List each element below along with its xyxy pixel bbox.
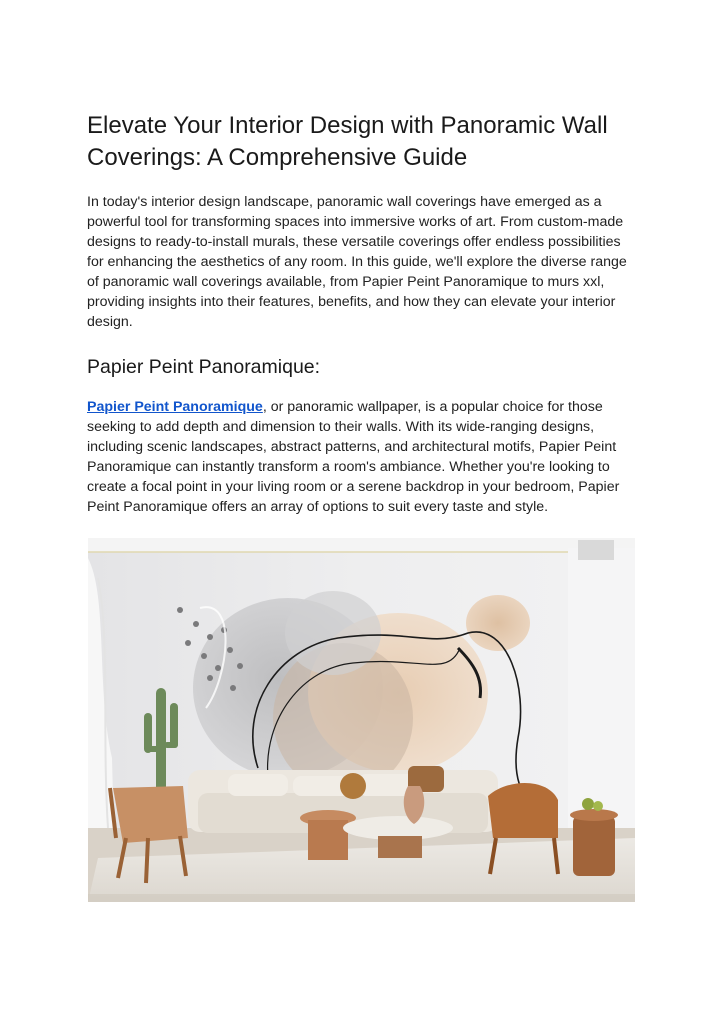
papier-peint-panoramique-link[interactable]: Papier Peint Panoramique [87, 399, 263, 415]
intro-paragraph: In today's interior design landscape, panoramic wall coverings have emerged as a powerful tool for transforming spaces into immersive works of art. From custom-made designs to ready-to-install murals, these versatile coverings offer endless possibilities for enhancing the aesthetics of any room. In this guide, we'll explore the diverse range of panoramic wall coverings available, from Papier Peint Panoramique to murs xxl, providing insights into their features, benefits, and how they can elevate your interior design. [87, 194, 627, 330]
section-heading: Papier Peint Panoramique: [87, 356, 321, 378]
interior-photo [88, 538, 635, 902]
article-title: Elevate Your Interior Design with Panoramic Wall Coverings: A Comprehensive Guide [87, 112, 608, 171]
section-body-text: , or panoramic wallpaper, is a popular choice for those seeking to add depth and dimension to their walls. With its wide-ranging designs, including scenic landscapes, abstract patterns, and architectural motifs, Papier Peint Panoramique can instantly transform a room's ambiance. Whether you're looking to create a focal point in your living room or a serene backdrop in your bedroom, Papier Peint Panoramique offers an array of options to suit every taste and style. [87, 399, 620, 515]
section-paragraph [87, 397, 635, 517]
